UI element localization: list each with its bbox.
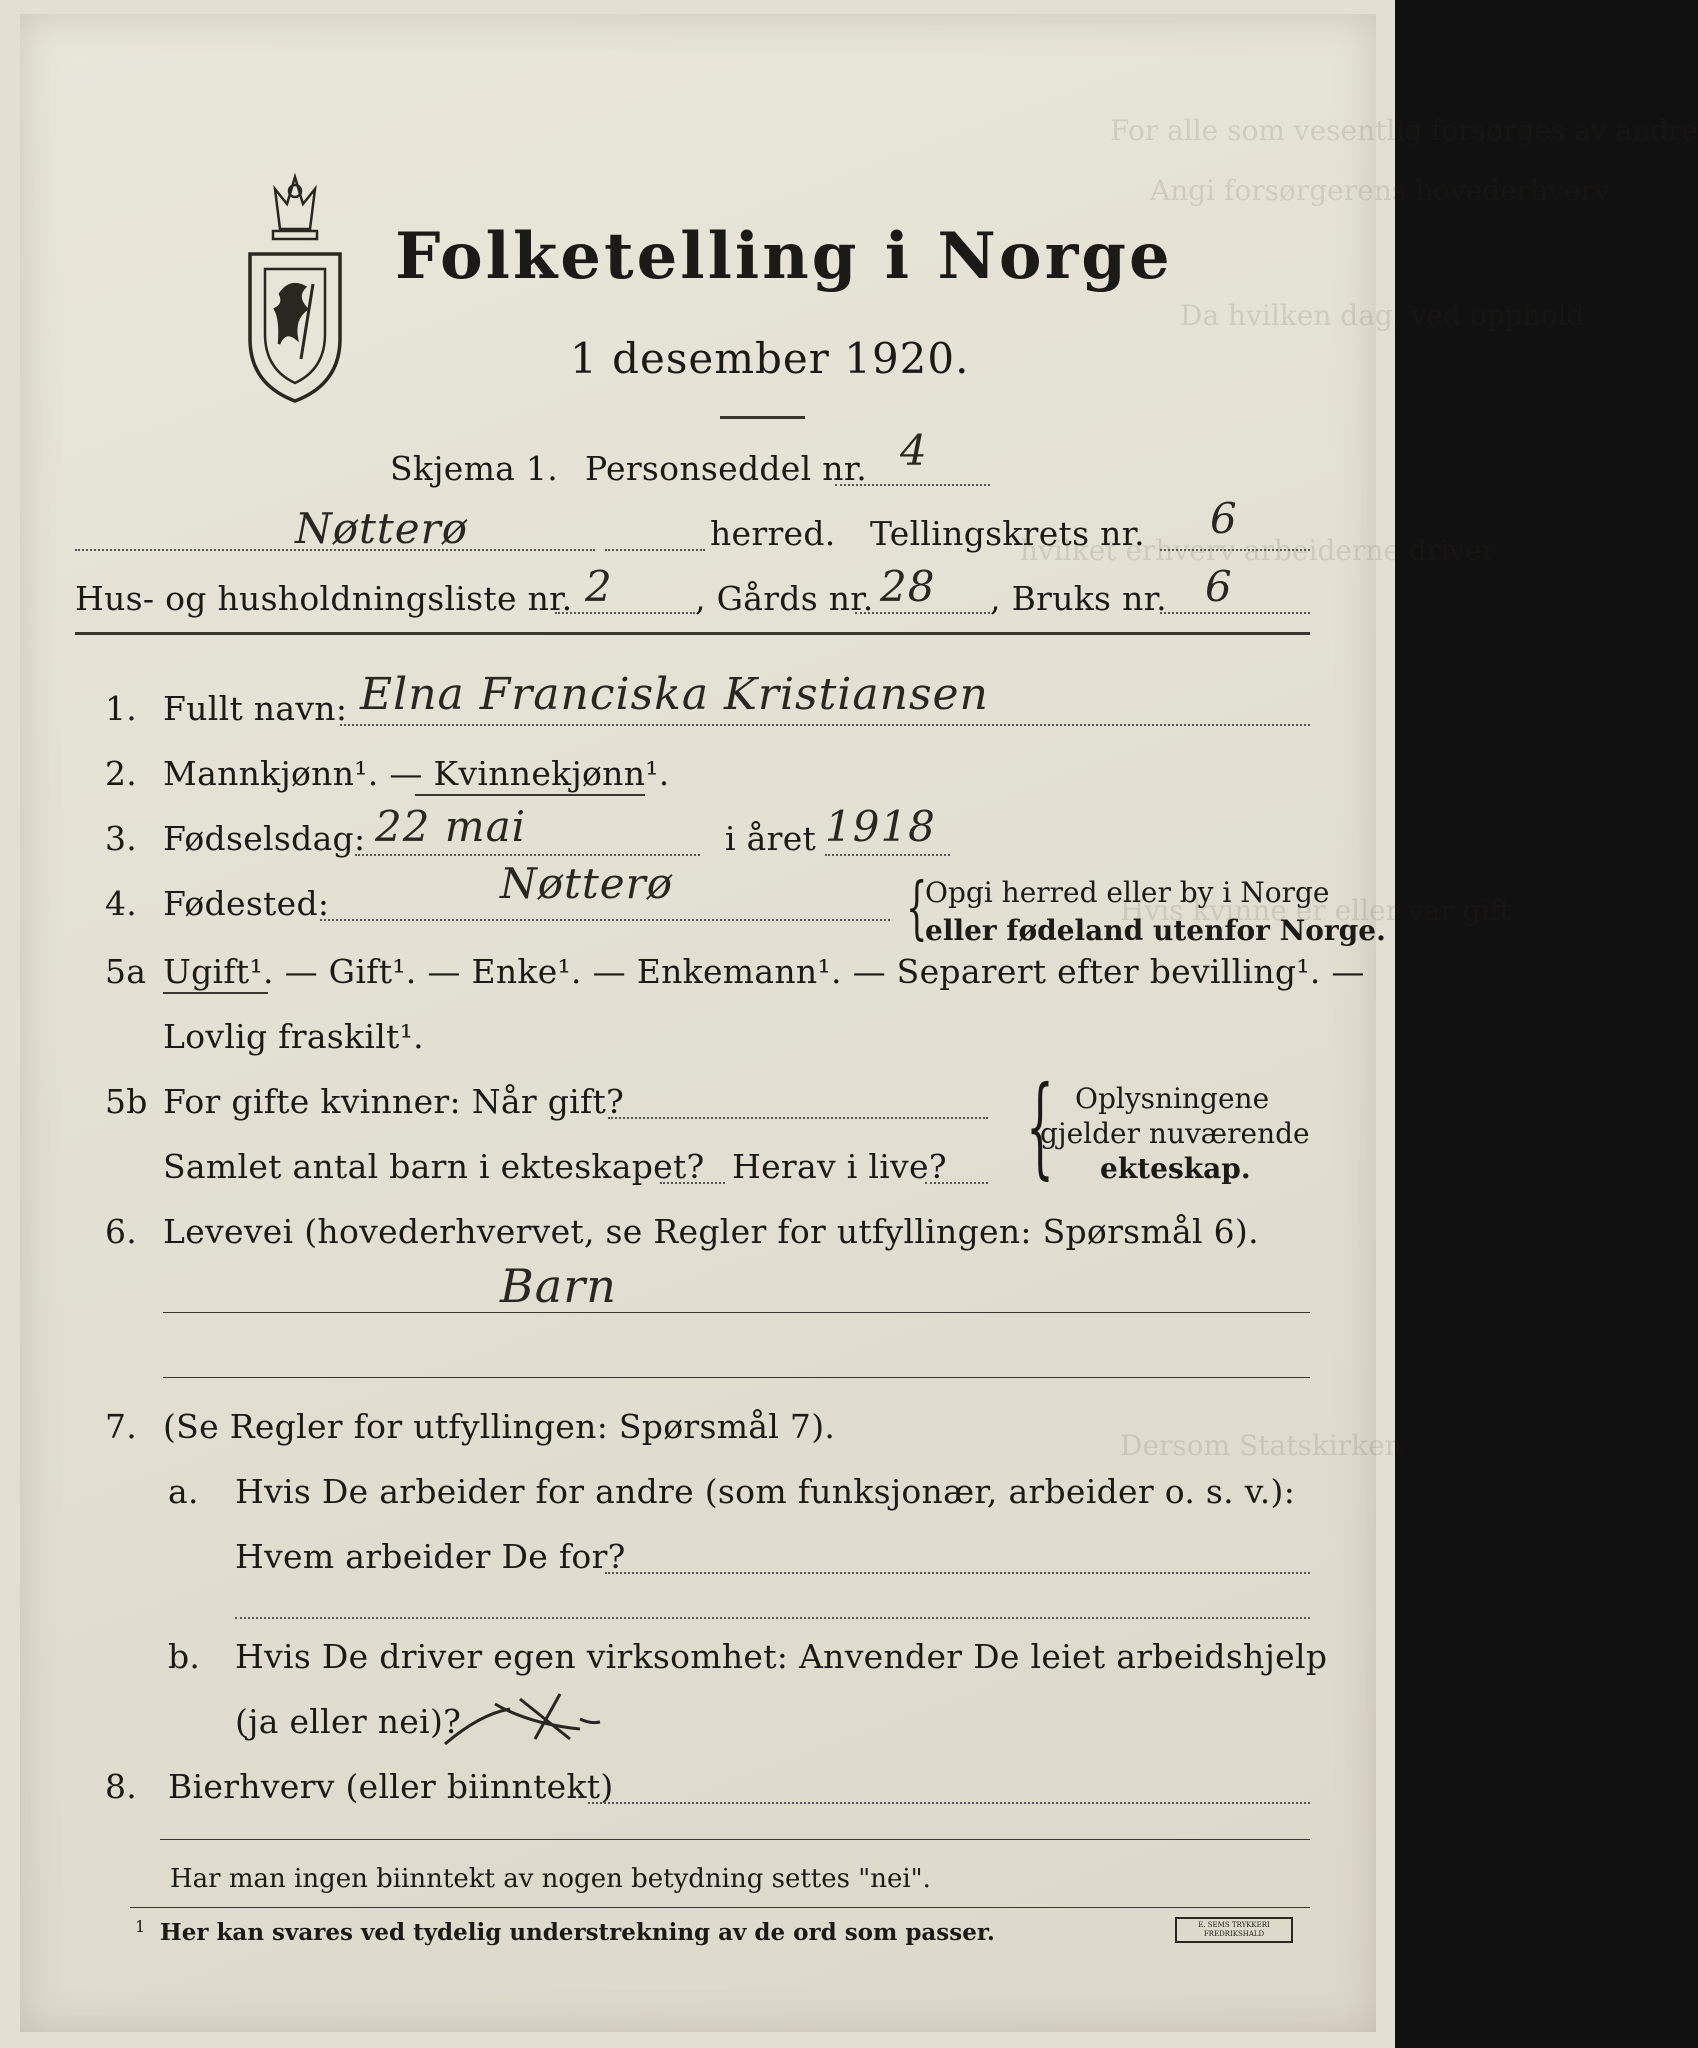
- tellingskrets-value[interactable]: 6: [1210, 494, 1238, 543]
- q5b-alive-label: Herav i live?: [732, 1147, 947, 1186]
- printer-stamp-text: E. SEMS TRYKKERI FREDRIKSHALD: [1198, 1921, 1270, 1938]
- q3-year-label: i året: [725, 819, 817, 858]
- q7b-crossed-out-mark-icon[interactable]: [440, 1684, 610, 1754]
- q2-label: Mannkjønn¹. — Kvinnekjønn¹.: [163, 754, 670, 793]
- q7a-number: a.: [168, 1472, 199, 1511]
- q2-underline: [415, 794, 645, 796]
- gards-value[interactable]: 28: [880, 562, 936, 611]
- q4-number: 4.: [105, 884, 138, 923]
- personseddel-dots: [835, 484, 990, 486]
- q5b-children-dots: [660, 1182, 725, 1184]
- herred-value[interactable]: Nøtterø: [295, 504, 469, 553]
- q3-year-dots: [825, 854, 950, 856]
- skjema-label: Skjema 1.: [390, 449, 559, 488]
- q5b-alive-dots: [925, 1182, 988, 1184]
- census-date: 1 desember 1920.: [570, 334, 970, 383]
- q7a-line2: Hvem arbeider De for?: [235, 1537, 626, 1576]
- footnote-mark: 1: [135, 1917, 146, 1936]
- q6-line-1: [163, 1312, 1310, 1313]
- q5a-ugift-underline: [163, 992, 268, 994]
- hus-value[interactable]: 2: [585, 562, 613, 611]
- q3-number: 3.: [105, 819, 138, 858]
- q3-label: Fødselsdag:: [163, 819, 366, 858]
- q5b-note-1: Oplysningene: [1075, 1082, 1270, 1115]
- q1-label: Fullt navn:: [163, 689, 348, 728]
- bruks-value[interactable]: 6: [1205, 562, 1233, 611]
- q5b-children-label: Samlet antal barn i ekteskapet?: [163, 1147, 705, 1186]
- q4-note-line1: Opgi herred eller by i Norge: [925, 876, 1330, 909]
- q7a-dots: [605, 1572, 1310, 1574]
- census-sheet: For alle som vesentlig forsørges av andre Angi forsørgerens hovederhverv Da hvilken dag, ved opphold hvilket erhverv arbeiderne driver Hvis kvinne er eller var gift Dersom Statskirken Folketelling i Norge 1 desember 1920. Skjema 1. Personseddel nr. 4 Nøtterø herred. Tellingskrets nr. 6 Hus- og husholdningsliste nr. 2 , Gårds nr. 28 , Bruks nr. 6 1. Fullt navn: Elna Franciska Kristiansen 2. Mannkjønn¹. — Kvinnekjønn¹. 3. Fødselsdag: 22 mai i året 1918 4. Fødested: Nøtterø { Opgi herred eller by i Norge eller fødeland utenfor Norge. 5a Ugift¹. — Gift¹. — Enke¹. — Enkemann¹. — Separert efter bevilling¹. — Lovlig fraskilt¹. 5b For gifte kvinner: Når gift? Samlet antal barn i ekteskapet? Herav i live? { Oplysningene gjelder nuværende ekteskap. 6. Levevei (hovederhvervet, se Regler for utfyllingen: Spørsmål 6). Barn 7. (Se Regler for utfyllingen: Spørsmål 7). a. Hvis De arbeider for andre (som funksjonær, arbeider o. s. v.): Hvem arbeider De for? b. Hvis De driver egen virksomhet: Anvender De leiet arbeidshjelp (ja eller nei)? 8. Bierhverv (eller biinntekt) Har man ingen biinntekt av nogen betydning settes "nei". 1 Her kan svares ved tydelig understrekning av de ord som passer. E. SEMS TRYKKERI FREDRIKSHALD: [20, 14, 1376, 2032]
- q5a-number: 5a: [105, 952, 147, 991]
- q7a-dots-2: [235, 1617, 1310, 1619]
- q7b-line2: (ja eller nei)?: [235, 1702, 462, 1741]
- q6-line-2: [163, 1377, 1310, 1378]
- q5a-options: Ugift¹. — Gift¹. — Enke¹. — Enkemann¹. — Separert efter bevilling¹. —: [163, 952, 1365, 991]
- footer-note: Har man ingen biinntekt av nogen betydning settes "nei".: [170, 1864, 931, 1894]
- bruks-label: , Bruks nr.: [990, 579, 1167, 618]
- personseddel-value[interactable]: 4: [900, 426, 928, 475]
- form-title: Folketelling i Norge: [395, 219, 1173, 294]
- hus-label: Hus- og husholdningsliste nr.: [75, 579, 573, 618]
- q2-number: 2.: [105, 754, 138, 793]
- gards-dots: [855, 612, 990, 614]
- gards-label: , Gårds nr.: [695, 579, 874, 618]
- q5b-married-dots: [608, 1117, 988, 1119]
- q6-value[interactable]: Barn: [500, 1259, 617, 1313]
- q4-value[interactable]: Nøtterø: [500, 859, 674, 908]
- q8-number: 8.: [105, 1767, 138, 1806]
- q5b-married-label: For gifte kvinner: Når gift?: [163, 1082, 625, 1121]
- q7b-line1: Hvis De driver egen virksomhet: Anvender De leiet arbeidshjelp: [235, 1637, 1328, 1676]
- q4-dots: [320, 919, 890, 921]
- q5b-brace: {: [1026, 1062, 1054, 1190]
- tellingskrets-dots: [1160, 549, 1310, 551]
- norway-coat-of-arms-icon: [235, 169, 355, 409]
- bruks-dots: [1160, 612, 1310, 614]
- tellingskrets-label: Tellingskrets nr.: [870, 514, 1145, 553]
- footer-rule: [160, 1839, 1310, 1840]
- q4-label: Fødested:: [163, 884, 330, 923]
- q6-label: Levevei (hovederhvervet, se Regler for utfyllingen: Spørsmål 6).: [163, 1212, 1259, 1251]
- q3-year-value[interactable]: 1918: [825, 802, 936, 851]
- q7a-line1: Hvis De arbeider for andre (som funksjonær, arbeider o. s. v.):: [235, 1472, 1296, 1511]
- personseddel-label: Personseddel nr.: [585, 449, 868, 488]
- q3-value[interactable]: 22 mai: [375, 802, 527, 851]
- q7-number: 7.: [105, 1407, 138, 1446]
- q4-note-line2: eller fødeland utenfor Norge.: [925, 914, 1386, 947]
- header-rule: [75, 632, 1310, 635]
- q5b-note-3: ekteskap.: [1100, 1152, 1251, 1185]
- footnote-rule: [130, 1907, 1310, 1908]
- q1-dots: [340, 724, 1310, 726]
- q8-label: Bierhverv (eller biinntekt): [168, 1767, 614, 1806]
- hus-dots: [555, 612, 695, 614]
- printer-stamp: [1175, 1917, 1293, 1943]
- q1-number: 1.: [105, 689, 138, 728]
- herred-dots-2: [605, 549, 705, 551]
- q8-dots: [588, 1802, 1310, 1804]
- q3-dots: [355, 854, 700, 856]
- footnote-text: Her kan svares ved tydelig understrekning av de ord som passer.: [160, 1919, 995, 1946]
- herred-label: herred.: [710, 514, 836, 553]
- q1-value[interactable]: Elna Franciska Kristiansen: [360, 669, 989, 720]
- q5b-number: 5b: [105, 1082, 148, 1121]
- q7-label: (Se Regler for utfyllingen: Spørsmål 7).: [163, 1407, 836, 1446]
- q5b-note-2: gjelder nuværende: [1040, 1117, 1310, 1150]
- q5a-line2: Lovlig fraskilt¹.: [163, 1017, 424, 1056]
- q7b-number: b.: [168, 1637, 201, 1676]
- title-divider: [720, 416, 805, 419]
- q6-number: 6.: [105, 1212, 138, 1251]
- q4-brace: {: [905, 869, 928, 948]
